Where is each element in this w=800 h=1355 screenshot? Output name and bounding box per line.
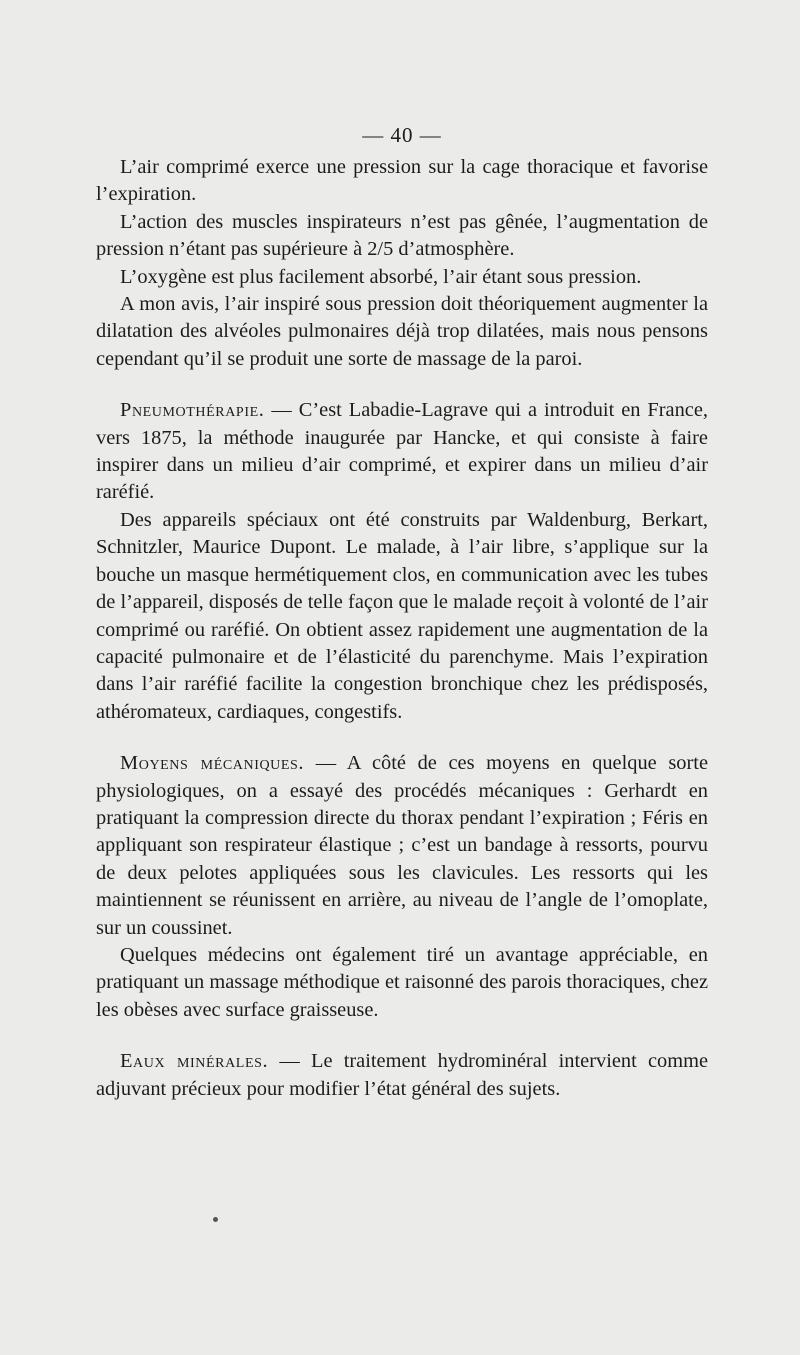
section-heading-moyens-mecaniques: Moyens mécaniques. bbox=[120, 752, 305, 775]
section-text-moyens-mecaniques: — A côté de ces moyens en quelque sorte physiologiques, on a essayé des procédés mécaniques : Gerhardt en pratiquant la compression directe du thorax pendant l’expiration ; Féris en appliquant son respirateur élastique ; c’est un bandage à ressorts, pourvu de deux pelotes appliquées sous les clavicules. Les ressorts qui les maintiennent se réunissent en arrière, au niveau de l’angle de l’omoplate, sur un coussinet. bbox=[96, 752, 708, 939]
section-text-pneumotherapie: — C’est Labadie-Lagrave qui a introduit en France, vers 1875, la méthode inaugurée par Hancke, et qui consiste à faire inspirer dans un milieu d’air comprimé, et expirer dans un milieu d’air raréfié. bbox=[96, 399, 708, 504]
page-number: — 40 — bbox=[362, 123, 442, 147]
section-heading-eaux-minerales: Eaux minérales. bbox=[120, 1050, 269, 1073]
section-moyens-mecaniques bbox=[96, 750, 708, 942]
section-text-eaux-minerales: — Le traitement hydrominéral intervient comme adjuvant précieux pour modifier l’état général des sujets. bbox=[96, 1050, 708, 1100]
paragraph-appareils: Des appareils spéciaux ont été construits par Waldenburg, Berkart, Schnitzler, Maurice Dupont. Le malade, à l’air libre, s’applique sur la bouche un masque hermétiquement clos, en communication avec les tubes de l’appareil, disposés de telle façon que le malade reçoit à volonté de l’air comprimé ou raréfié. On obtient assez rapidement une augmentation de la capacité pulmonaire et de l’élasticité du parenchyme. Mais l’expiration dans l’air raréfié facilite la congestion bronchique chez les prédisposés, athéromateux, cardiaques, congestifs. bbox=[96, 508, 708, 723]
paragraph-air-comprime: L’air comprimé exerce une pression sur la cage thoracique et favorise l’expiration. bbox=[96, 156, 708, 206]
section-heading-pneumotherapie: Pneumothérapie. bbox=[120, 399, 265, 422]
paragraph-massage: Quelques médecins ont également tiré un avantage appréciable, en pratiquant un massage méthodique et raisonné des parois thoraciques, chez les obèses avec surface graisseuse. bbox=[96, 943, 708, 1021]
ink-speck bbox=[213, 1217, 218, 1222]
paragraph-oxygene: L’oxygène est plus facilement absorbé, l’air étant sous pression. bbox=[120, 265, 642, 288]
paragraph-muscles: L’action des muscles inspirateurs n’est pas gênée, l’augmentation de pression n’étant pas supérieure à 2/5 d’atmosphère. bbox=[96, 210, 708, 261]
section-eaux-minerales bbox=[96, 1048, 708, 1103]
section-pneumotherapie bbox=[96, 397, 708, 507]
paragraph-avis: A mon avis, l’air inspiré sous pression doit théoriquement augmenter la dilatation des alvéoles pulmonaires déjà trop dilatées, mais nous pensons cependant qu’il se produit une sorte de massage de la paroi. bbox=[96, 293, 708, 370]
